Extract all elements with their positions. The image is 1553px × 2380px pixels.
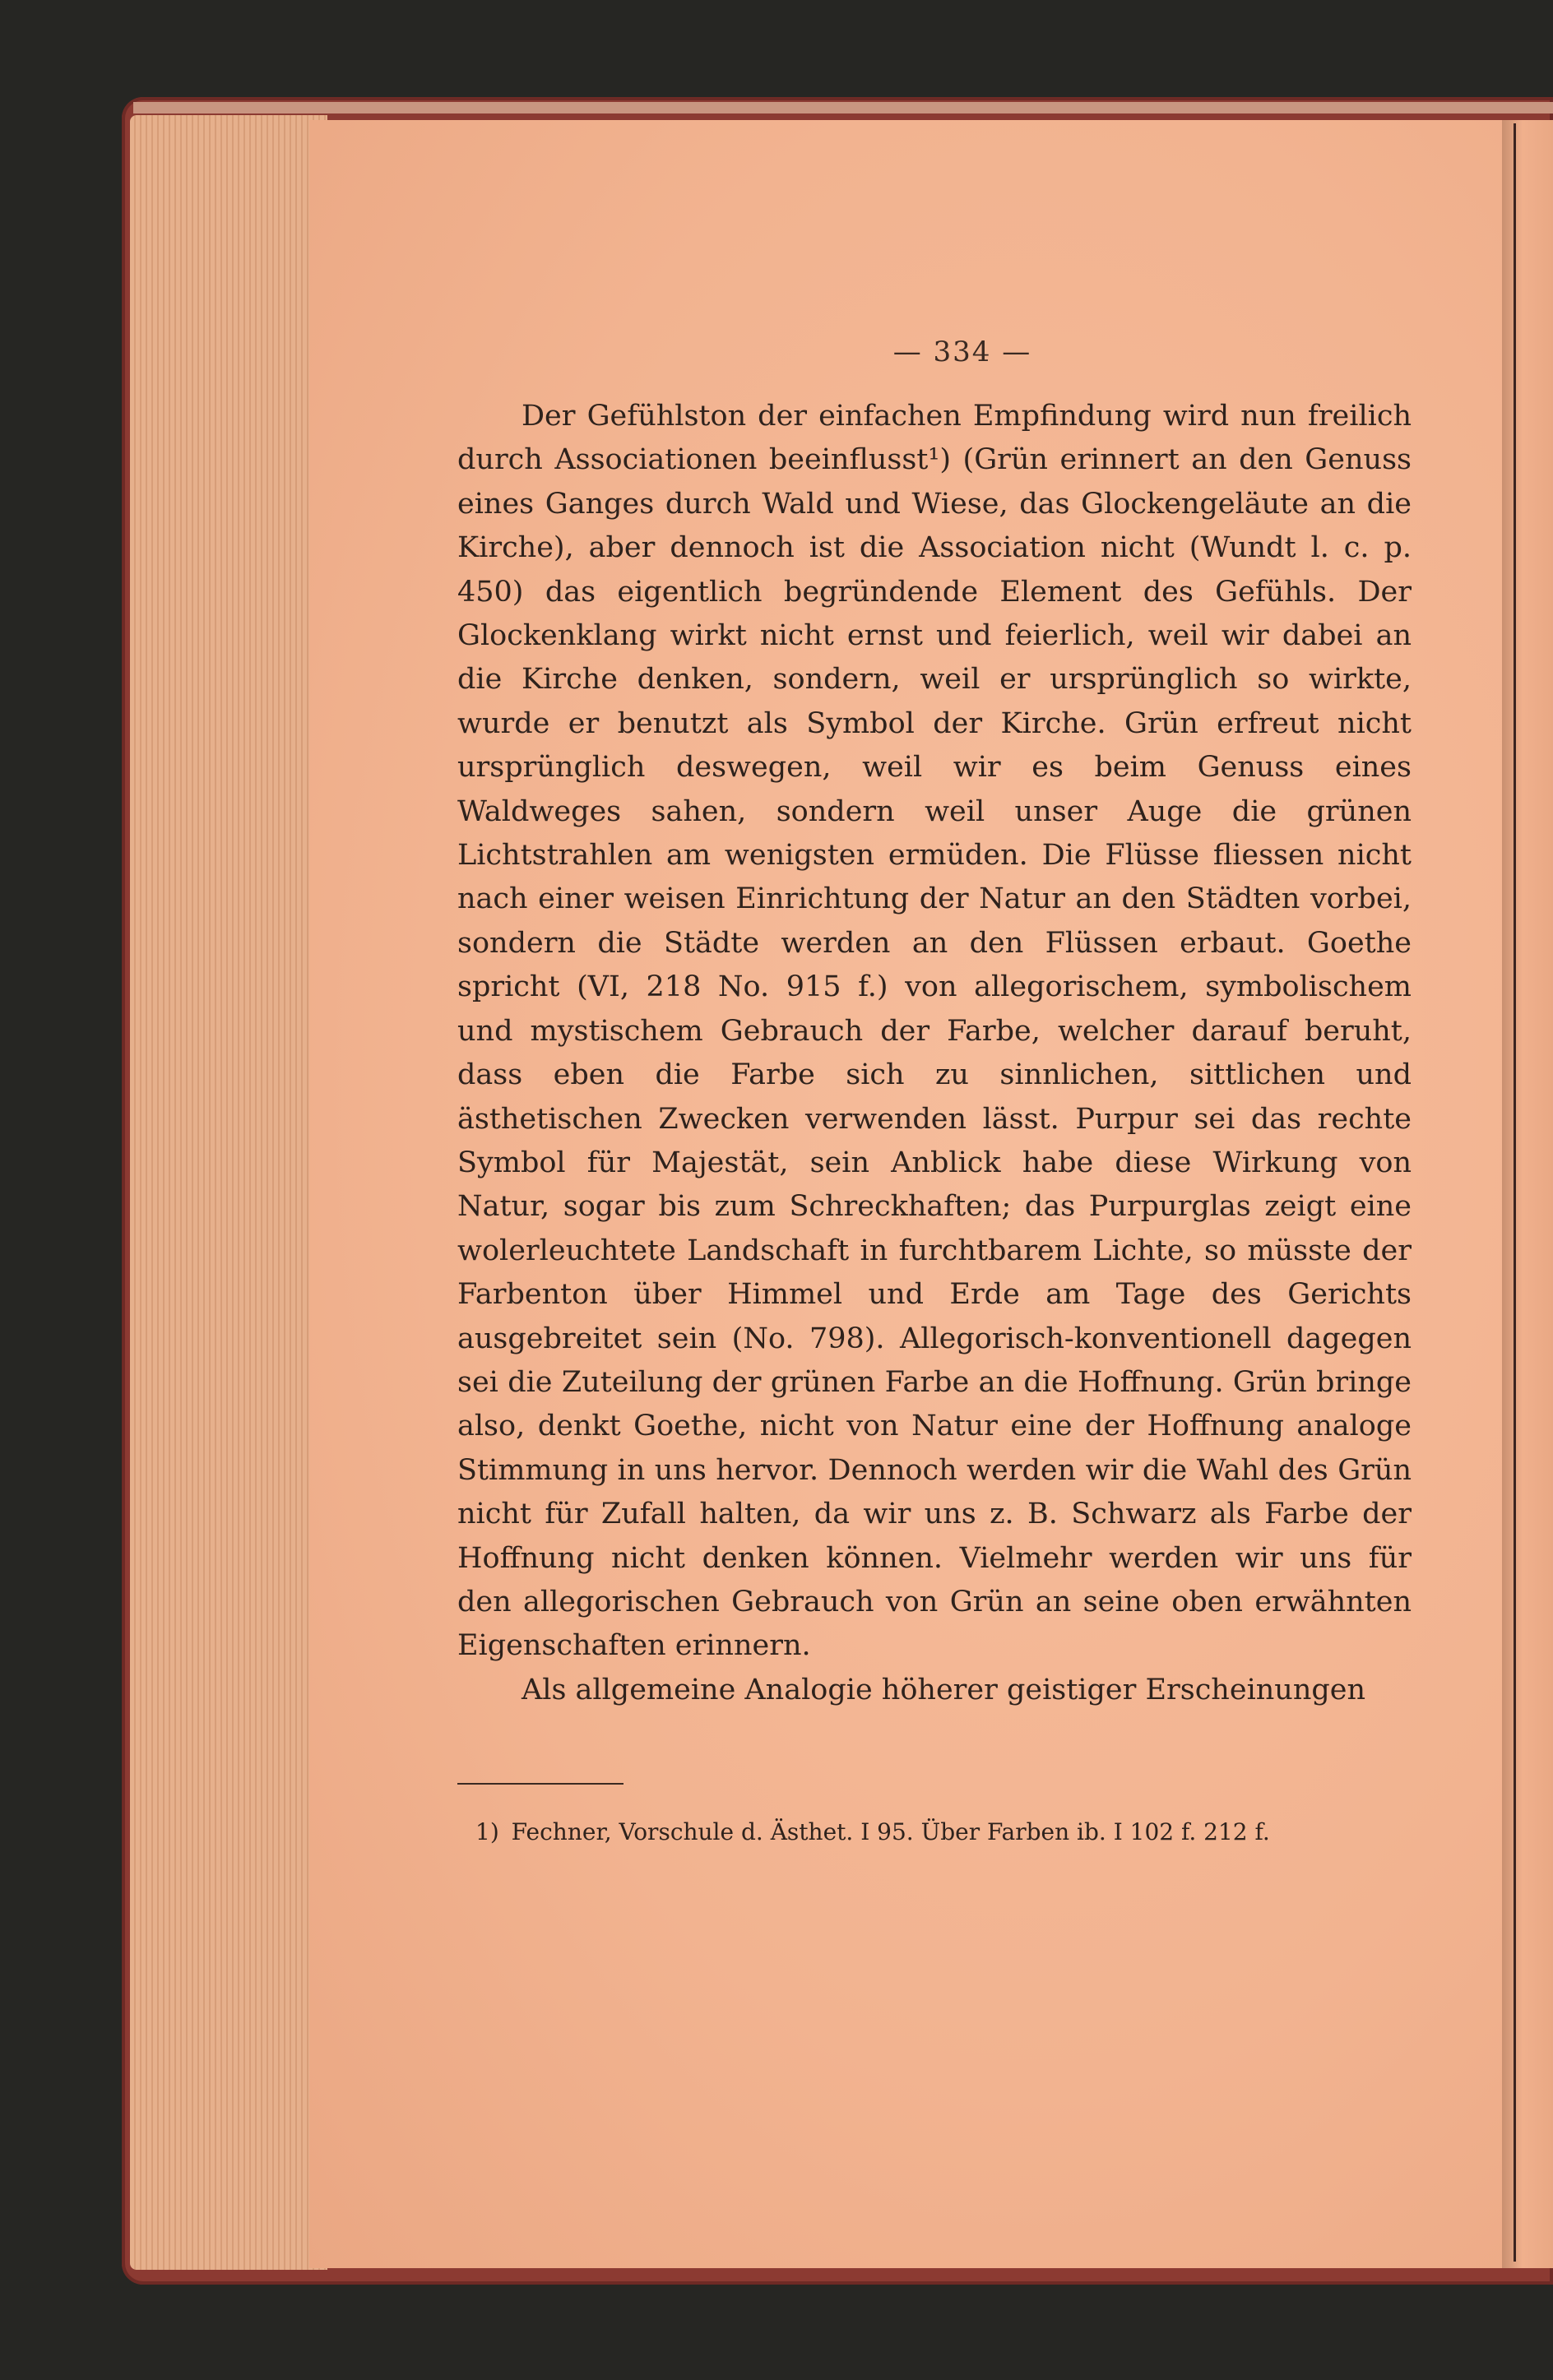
footnote-divider bbox=[457, 1783, 624, 1785]
page-gutter bbox=[1502, 120, 1553, 2268]
paragraph: Als allgemeine Analogie höherer geistiger Erscheinungen bbox=[522, 1673, 1366, 1706]
page-number: — 334 — bbox=[892, 336, 1032, 368]
footnote-text: Fechner, Vorschule d. Ästhet. I 95. Über Farben ib. I 102 f. 212 f. bbox=[511, 1818, 1270, 1845]
paragraph: Der Gefühlston der einfachen Empfindung wird nun freilich durch Associationen beeinflusst¹) (Grün erinnert an den Genuss eines Ganges durch Wald und Wiese, das Glockengeläute an die Kirche), aber dennoch ist die Association nicht (Wundt l. c. p. 450) das eigentlich begründende Element des Gefühls. Der Glockenklang wirkt nicht ernst und feierlich, weil wir dabei an die Kirche denken, sondern, weil er ursprünglich so wirkte, wurde er benutzt als Symbol der Kirche. Grün erfreut nicht ursprünglich deswegen, weil wir es beim Genuss eines Waldweges sahen, sondern weil unser Auge die grünen Lichtstrahlen am wenigsten ermüden. Die Flüsse fliessen nicht nach einer weisen Einrichtung der Natur an den Städten vorbei, sondern die Städte werden an den Flüssen erbaut. Goethe spricht (VI, 218 No. 915 f.) von allegorischem, symbolischem und mystischem Gebrauch der Farbe, welcher darauf beruht, dass eben die Farbe sich zu sinnlichen, sittlichen und ästhetischen Zwecken verwenden lässt. Purpur sei das rechte Symbol für Majestät, sein Anblick habe diese Wirkung von Natur, sogar bis zum Schreckhaften; das Purpurglas zeigt eine wolerleuchtete Landschaft in furchtbarem Lichte, so müsste der Farbenton über Himmel und Erde am Tage des Gerichts ausgebreitet sein (No. 798). Allegorisch-konventionell dagegen sei die Zuteilung der grünen Farbe an die Hoffnung. Grün bringe also, denkt Goethe, nicht von Natur eine der Hoffnung analoge Stimmung in uns hervor. Dennoch werden wir die Wahl des Grün nicht für Zufall halten, da wir uns z. B. Schwarz als Farbe der Hoffnung nicht denken können. Vielmehr werden wir uns für den allegorischen Gebrauch von Grün an seine oben erwähnten Eigenschaften erinnern. bbox=[457, 400, 1412, 1663]
cover-edge bbox=[133, 102, 1553, 113]
body-text bbox=[457, 395, 1412, 1712]
page-edges bbox=[130, 115, 327, 2270]
footnote bbox=[475, 1813, 1412, 1850]
footnote-mark: 1) bbox=[475, 1818, 499, 1845]
spine-edge bbox=[1514, 123, 1516, 2262]
